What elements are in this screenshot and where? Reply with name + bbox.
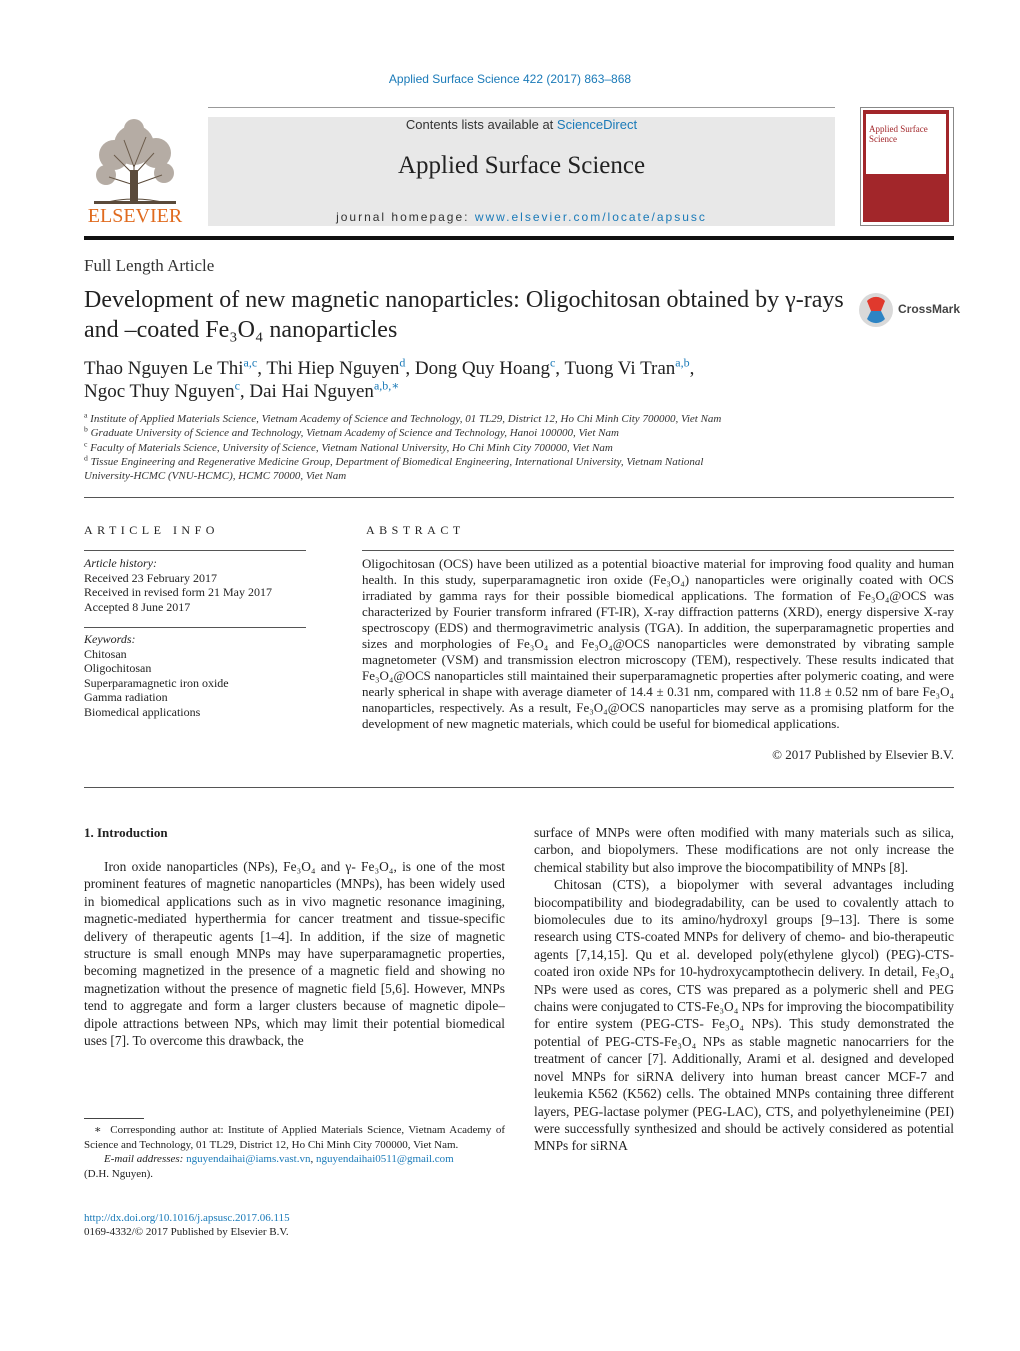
email-owner: (D.H. Nguyen). — [84, 1167, 154, 1180]
author-affiliation-mark[interactable]: c — [549, 355, 556, 370]
footnote-rule — [84, 1118, 144, 1119]
header-thick-rule — [84, 236, 954, 240]
cover-title: Applied Surface Science — [869, 124, 928, 144]
homepage-line — [208, 210, 835, 224]
corresponding-author-footnote: ∗ Corresponding author at: Institute of Applied Materials Science, Vietnam Academy of Science and Technology, 01 TL29, District 12, Ho Chi Minh City 700000, Viet Nam. E-mail addresses: nguyendaihai@iams.vast.vn, nguyendaihai0511@gmail.com (D.H. Nguyen). — [84, 1124, 505, 1180]
keyword-item: Chitosan — [84, 646, 127, 661]
affiliation-text: Faculty of Materials Science, University of Science, Vietnam National University, Ho Chi Minh City 700000, Viet Nam — [90, 441, 613, 454]
elsevier-wordmark: ELSEVIER — [87, 205, 183, 227]
section-divider — [84, 497, 954, 498]
author-name[interactable]: Thi Hiep Nguyen — [266, 358, 400, 379]
history-label: Article history: — [84, 556, 157, 570]
footnote-text: Corresponding author at: Institute of Applied Materials Science, Vietnam Academy of Science and Technology, 01 TL29, District 12, Ho Chi Minh City 700000, Viet Nam. — [84, 1124, 505, 1151]
footnote-mark: ∗ — [94, 1124, 102, 1136]
article-history — [84, 556, 306, 614]
author-name[interactable]: Thao Nguyen Le Thi — [84, 358, 244, 379]
section-divider — [84, 787, 954, 788]
author-affiliation-mark[interactable]: c — [234, 378, 240, 393]
keywords-block — [84, 632, 306, 719]
keyword-item: Superparamagnetic iron oxide — [84, 675, 229, 690]
article-info-rule — [84, 550, 306, 551]
author-affiliation-mark[interactable]: a,c — [243, 355, 258, 370]
article-info-heading: ARTICLE INFO — [84, 523, 219, 537]
author-affiliation-mark[interactable]: d — [399, 355, 406, 370]
affiliation-list — [84, 412, 954, 483]
keywords-label: Keywords: — [84, 632, 136, 646]
issn-line: 0169-4332/© 2017 Published by Elsevier B.V. — [84, 1226, 289, 1238]
affiliation-key: a — [84, 410, 88, 420]
doi-link[interactable]: http://dx.doi.org/10.1016/j.apsusc.2017.06.115 — [84, 1212, 290, 1224]
author-name[interactable]: Dai Hai Nguyen — [249, 381, 374, 402]
crossmark-label[interactable]: CrossMark — [898, 302, 961, 316]
affiliation-text: Tissue Engineering and Regenerative Medicine Group, Department of Biomedical Engineering, International University, Vietnam National University-HCMC (VNU-HCMC), HCMC 70000, Viet Nam — [84, 455, 704, 483]
body-column-right — [534, 824, 954, 1155]
affiliation-item — [84, 455, 954, 484]
journal-name: Applied Surface Science — [397, 152, 646, 179]
email-link[interactable]: nguyendaihai0511@gmail.com — [315, 1153, 454, 1165]
author-name[interactable]: Tuong Vi Tran — [564, 358, 676, 379]
author-affiliation-mark[interactable]: a,b — [675, 355, 690, 370]
keywords-rule — [84, 627, 306, 628]
affiliation-key: b — [84, 424, 88, 434]
abstract-heading: ABSTRACT — [366, 523, 465, 537]
homepage-link[interactable]: www.elsevier.com/locate/apsusc — [474, 210, 707, 224]
article-title: Development of new magnetic nanoparticles: Oligochitosan obtained by γ-rays and –coated Fe₃O₄ nanoparticles — [84, 287, 844, 343]
author-name[interactable]: Ngoc Thuy Nguyen — [84, 381, 235, 402]
journal-citation[interactable]: Applied Surface Science 422 (2017) 863–868 — [388, 72, 632, 86]
email-link[interactable]: nguyendaihai@iams.vast.vn — [186, 1153, 311, 1165]
keyword-item: Gamma radiation — [84, 690, 168, 704]
header-top-rule — [208, 107, 835, 108]
affiliation-key: d — [84, 453, 88, 463]
author-affiliation-mark[interactable]: a,b,∗ — [373, 378, 400, 393]
history-item: Received in revised form 21 May 2017 — [84, 585, 272, 599]
abstract-text: Oligochitosan (OCS) have been utilized as a potential bioactive material for improving food quality and human health. In this study, superparamagnetic iron oxide (Fe₃O₄) nanoparticles were originally coated with OCS irradiated by gamma rays for their possible biomedical applications. The formation of Fe₃O₄@OCS was characterized by Fourier transform infrared (FT-IR), X-ray diffraction patterns (XRD), energy dispersive X-ray spectroscopy (EDS) and thermogravimetric analysis (TGA). In addition, the superparamagnetic properties and sizes and morphologies of Fe₃O₄ and Fe₃O₄@OCS nanoparticles were demonstrated by vibrating sample magnetometer (VSM) and transmission electron microscopy (TEM), respectively. These results indicated that Fe₃O₄@OCS nanoparticles still maintained their superparamagnetic properties after polymeric coating, and were nearly spherical in shape with average diameter of 14.4 ± 0.31 nm, compared with 11.8 ± 0.52 nm of bare Fe₃O₄ nanoparticles, respectively. As a result, Fe₃O₄@OCS nanoparticles may serve as a promising platform for the development of new magnetic materials, which could be useful for biomedical applications. — [362, 556, 954, 731]
keyword-item: Oligochitosan — [84, 661, 152, 675]
journal-cover-thumbnail[interactable] — [860, 107, 954, 226]
email-label: E-mail addresses: — [104, 1153, 187, 1165]
affiliation-text: Institute of Applied Materials Science, Vietnam Academy of Science and Technology, 01 TL29, District 12, Ho Chi Minh City 700000, Viet Nam — [90, 413, 722, 425]
contents-line — [208, 117, 835, 132]
author-list: Thao Nguyen Le Thi$^{a,c}$, Thi Hiep Nguyen$^d$, Dong Quy Hoang$^c$, Tuong Vi Tran$^{a,b}$, Ngoc Thuy Nguyen$^c$, Dai Hai Nguyen$^{a,b,∗}$ — [84, 355, 695, 402]
affiliation-text: Graduate University of Science and Technology, Vietnam Academy of Science and Technology, Hanoi 100000, Viet Nam — [90, 427, 619, 440]
body-paragraph: Chitosan (CTS), a biopolymer with several advantages including biocompatibility and biodegradability, can be used to covalently attach to biomolecules due to its amino/hydroxyl groups [9–13]. There is some research using CTS-coated MNPs for delivery of chemo- and bio-therapeutic agents [7,14,15]. Qu et al. developed poly(ethylene glycol) (PEG)-CTS-coated iron oxide NPs for 10-hydroxycamptothecin delivery. In detail, Fe₃O₄ NPs were used as cores, CTS was prepared as a polymeric shell and PEG chains were conjugated to CTS-Fe₃O₄ NPs for improving the biocompatibility for entire system (PEG-CTS- Fe₃O₄ NPs). This study demonstrated the potential of PEG-CTS-Fe₃O₄ NPs as stable magnetic nanocarriers for the treatment of cancer [7]. Additionally, Arami et al. designed and developed novel MNPs for siRNA delivery into human breast cancer MCF-7 and leukemia K562 (K562) cells. The obtained MNPs containing three different layers, PEG-lactase polymer (PEG-LAC), CTS, and polyethyleneimine (PEI) were successfully synthesized and should be actively considered as potential MNPs for siRNA — [534, 877, 954, 1154]
keyword-item: Biomedical applications — [84, 704, 201, 719]
history-item: Accepted 8 June 2017 — [84, 599, 191, 614]
body-paragraph: surface of MNPs were often modified with many materials such as silica, carbon, and biopolymers. These modifications are not only increase the chemical stability but also improve the biocompatibility of MNPs [8]. — [534, 825, 954, 875]
author-name[interactable]: Dong Quy Hoang — [414, 358, 550, 379]
body-column-left — [84, 858, 505, 1049]
affiliation-item — [84, 412, 954, 426]
affiliation-item — [84, 438, 954, 455]
contents-prefix: Contents lists available at — [405, 117, 557, 132]
body-paragraph: Iron oxide nanoparticles (NPs), Fe₃O₄ and γ- Fe₃O₄, is one of the most prominent features of magnetic nanoparticles (MNPs), has been widely used in biomedical applications such as in vivo magnetic resonance imagining, magnetic-mediated hyperthermia for cancer treatment and tissue-specific delivery of therapeutic agents [1–4]. In addition, if the size of magnetic structure is small enough MNPs may have superparamagnetic properties, becoming magnetized in the presence of a magnetic field and showing no magnetization without the presence of magnetic field [5,6]. However, MNPs tend to aggregate and form a larger clusters because of magnetic dipole–dipole attractions between NPs, which may limit their potential biomedical uses [7]. To overcome this drawback, the — [84, 859, 505, 1049]
affiliation-key: c — [84, 438, 88, 448]
sciencedirect-link[interactable]: ScienceDirect — [556, 117, 638, 132]
homepage-prefix: journal homepage: — [336, 210, 475, 224]
history-item: Received 23 February 2017 — [84, 570, 217, 585]
article-type: Full Length Article — [84, 256, 215, 275]
section-heading: 1. Introduction — [84, 825, 168, 840]
cover-white-panel — [866, 114, 946, 174]
affiliation-item — [84, 426, 954, 440]
abstract-copyright: © 2017 Published by Elsevier B.V. — [772, 747, 954, 762]
abstract-rule — [362, 550, 954, 551]
